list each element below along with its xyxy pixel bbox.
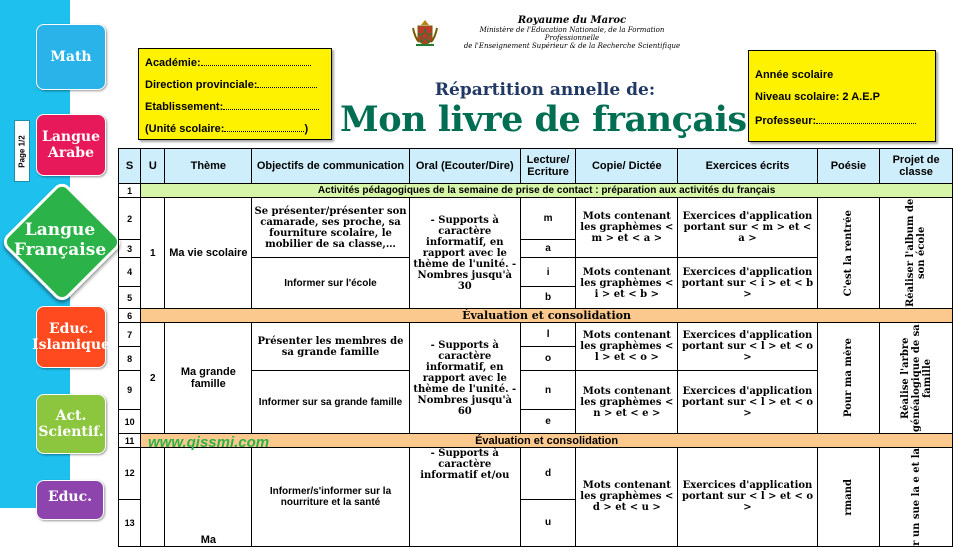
copie-cell: Mots contenant les graphèmes < i > et < b > [576,258,678,309]
grapheme-cell: e [520,410,576,434]
projet-cell: Réalise l'arbre généalogique de sa famille [880,323,953,434]
week-number: 3 [119,240,141,258]
professeur-field[interactable]: Professeur: [755,115,916,127]
header-projet: Projet de classe [880,149,953,184]
week-number: 8 [119,347,141,371]
unit-theme: Ma [165,448,252,547]
prise-de-contact-band: Activités pédagogiques de la semaine de prise de contact : préparation aux activités du français [141,184,953,198]
exercices-cell: Exercices d'application portant sur < m > et < a > [678,198,817,258]
repartition-heading: Répartition annelle de: [434,80,656,100]
header-u: U [141,149,165,184]
exercices-cell: Exercices d'application portant sur < l > et < o > [678,323,817,371]
week-number: 4 [119,258,141,287]
copie-cell: Mots contenant les graphèmes < d > et < u > [576,448,678,547]
grapheme-cell: u [520,499,576,546]
week-number: 11 [119,434,141,448]
poesie-cell: rmand [817,448,880,547]
week-number: 6 [119,309,141,323]
tab-act-scientif[interactable]: Act. Scientif. [36,394,106,454]
unite-field[interactable]: (Unité scolaire: ) [145,123,309,135]
ministry-line-2: de l'Enseignement Supérieur & de la Recherche Scientifique [463,42,681,50]
watermark-link[interactable]: www.qissmi.com [148,434,270,451]
grapheme-cell: o [520,347,576,371]
ministry-header [452,15,692,50]
tab-math[interactable]: Math [36,24,106,90]
school-info-box [138,48,332,140]
poesie-cell: C'est la rentrée [817,198,880,309]
projet-cell: r un sue la e et la [880,448,953,547]
unit-number [141,448,165,547]
unit-theme: Ma grande famille [165,323,252,434]
oral-cell: - Supports à caractère informatif, en rapport avec le thème de l'unité. - Nombres jusqu'à 30 [409,198,520,309]
objectif-cell: Présenter les membres de sa grande famille [252,323,410,371]
class-info-box [748,50,936,142]
projet-cell: Réaliser l'album de son école [880,198,953,309]
tab-educ-islamique[interactable]: Educ. Islamique [36,306,106,368]
header-poesie: Poésie [817,149,880,184]
table-row [119,309,953,323]
academie-field[interactable]: Académie: [145,57,311,69]
copie-cell: Mots contenant les graphèmes < m > et < a > [576,198,678,258]
kingdom-title: Royaume du Maroc [517,15,627,26]
annee-field[interactable]: Année scolaire [755,69,834,81]
grapheme-cell: a [520,240,576,258]
grapheme-cell: l [520,323,576,347]
week-number: 1 [119,184,141,198]
repartition-table [118,148,953,547]
exercices-cell: Exercices d'application portant sur < l > et < o > [678,448,817,547]
table-header-row [119,149,953,184]
objectif-cell: Se présenter/présenter son camarade, ses proche, sa fourniture scolaire, le mobilier de sa classe,… [252,198,410,258]
grapheme-cell: d [520,448,576,500]
header-exercices: Exercices écrits [678,149,817,184]
week-number: 13 [119,499,141,546]
week-number: 5 [119,287,141,309]
table-row [119,448,953,500]
table-row [119,323,953,347]
direction-field[interactable]: Direction provinciale: [145,79,317,91]
evaluation-band: Évaluation et consolidation [141,309,953,323]
grapheme-cell: b [520,287,576,309]
exercices-cell: Exercices d'application portant sur < l > et < o > [678,371,817,434]
tab-langue-arabe[interactable]: Langue Arabe [36,114,106,176]
objectif-cell: Informer/s'informer sur la nourriture et la santé [252,448,410,547]
week-number: 12 [119,448,141,500]
week-number: 10 [119,410,141,434]
grapheme-cell: m [520,198,576,240]
oral-cell: - Supports à caractère informatif, en rapport avec le thème de l'unité. - Nombres jusqu'à 60 [409,323,520,434]
objectif-cell: Informer sur l'école [252,258,410,309]
header-objectifs: Objectifs de communication [252,149,410,184]
week-number: 2 [119,198,141,240]
exercices-cell: Exercices d'application portant sur < i > et < b > [678,258,817,309]
book-title: Mon livre de français [340,99,747,140]
grapheme-cell: i [520,258,576,287]
header-lecture: Lecture/ Ecriture [520,149,576,184]
header-s: S [119,149,141,184]
unit-number: 1 [141,198,165,309]
objectif-cell: Informer sur sa grande famille [252,371,410,434]
unit-theme: Ma vie scolaire [165,198,252,309]
header-oral: Oral (Ecouter/Dire) [409,149,520,184]
page-label: Page 1/2 [14,120,30,182]
grapheme-cell: n [520,371,576,410]
table-row [119,198,953,240]
niveau-field[interactable]: Niveau scolaire: 2 A.E.P [755,91,880,103]
week-number: 9 [119,371,141,410]
evaluation-band: Évaluation et consolidation [141,434,953,448]
tab-educ[interactable]: Educ. [36,480,104,520]
tab-langue-francaise[interactable]: Langue Française [13,220,107,260]
week-number: 7 [119,323,141,347]
table-row [119,184,953,198]
header-copie: Copie/ Dictée [576,149,678,184]
copie-cell: Mots contenant les graphèmes < n > et < e > [576,371,678,434]
copie-cell: Mots contenant les graphèmes < l > et < o > [576,323,678,371]
oral-cell: - Supports à caractère informatif et/ou [409,448,520,547]
unit-number: 2 [141,323,165,434]
moroccan-emblem-icon [410,18,440,50]
etablissement-field[interactable]: Etablissement: [145,101,319,113]
ministry-line-1: Ministère de l'Education Nationale, de la Formation Professionnelle [479,26,665,42]
header-theme: Thème [165,149,252,184]
poesie-cell: Pour ma mère [817,323,880,434]
